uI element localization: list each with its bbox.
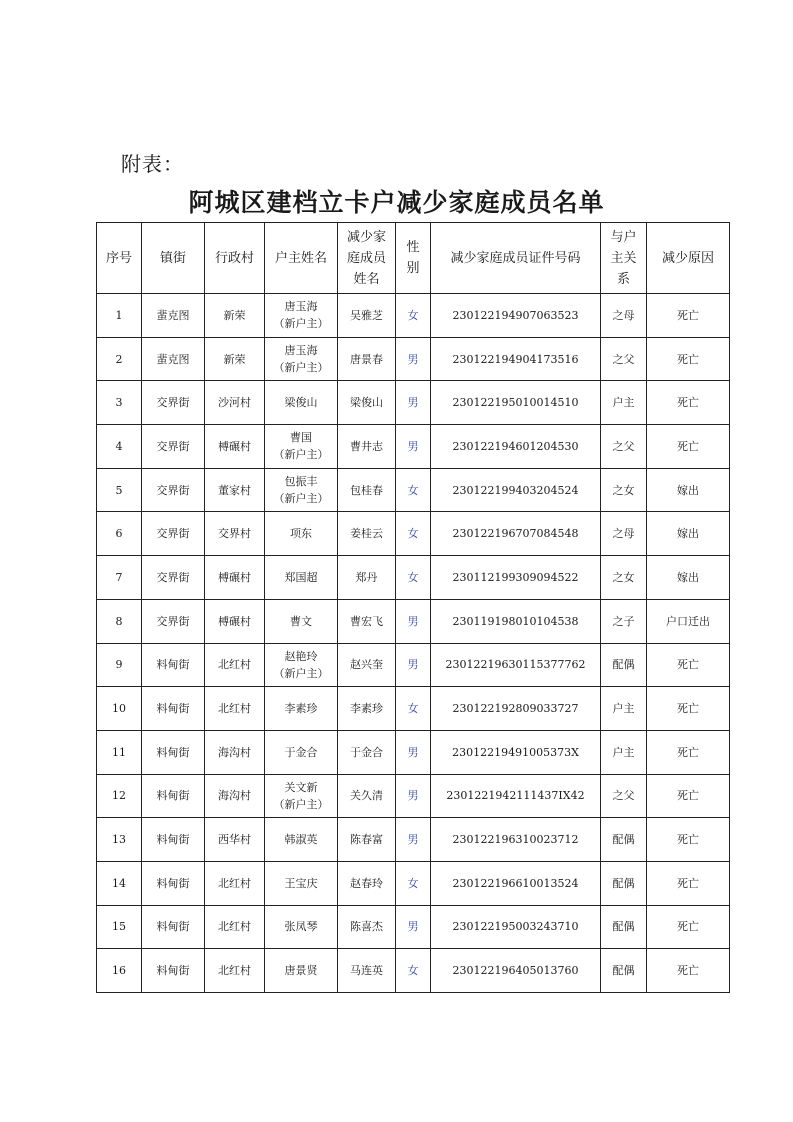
cell-seq: 11 — [97, 730, 142, 774]
cell-village: 北红村 — [205, 861, 265, 905]
cell-relation: 配偶 — [601, 949, 647, 993]
table-row — [97, 949, 730, 993]
cell-reason: 嫁出 — [647, 512, 730, 556]
cell-town: 蜚克图 — [142, 337, 205, 381]
cell-household-head — [265, 468, 338, 512]
cell-id-number: 23012219491005373X — [431, 730, 601, 774]
cell-reason: 死亡 — [647, 949, 730, 993]
household-head-name: 唐玉海 — [284, 300, 318, 314]
cell-relation: 之父 — [601, 425, 647, 469]
table-row — [97, 337, 730, 381]
header-relation-line: 主关 — [610, 250, 637, 266]
cell-reason: 嫁出 — [647, 468, 730, 512]
cell-reason: 死亡 — [647, 643, 730, 687]
household-head-note: （新户主） — [273, 666, 329, 680]
cell-id-number: 230122194907063523 — [431, 294, 601, 338]
cell-household-head — [265, 599, 338, 643]
cell-village: 榑碾村 — [205, 425, 265, 469]
cell-village: 榑碾村 — [205, 556, 265, 600]
cell-town: 料甸街 — [142, 905, 205, 949]
cell-village: 西华村 — [205, 818, 265, 862]
household-head-note: （新户主） — [273, 317, 329, 331]
table-row — [97, 687, 730, 731]
cell-gender: 男 — [396, 905, 431, 949]
header-relation-line: 系 — [616, 271, 630, 287]
cell-reason: 死亡 — [647, 818, 730, 862]
cell-household-head — [265, 512, 338, 556]
cell-relation: 配偶 — [601, 818, 647, 862]
cell-relation: 配偶 — [601, 861, 647, 905]
header-member-line: 减少家 — [346, 229, 386, 245]
cell-member-name: 关久清 — [338, 774, 396, 818]
cell-town: 交界街 — [142, 468, 205, 512]
cell-member-name: 陈春富 — [338, 818, 396, 862]
cell-member-name: 包桂春 — [338, 468, 396, 512]
document-title: 阿城区建档立卡户减少家庭成员名单 — [188, 188, 605, 217]
header-seq: 序号 — [97, 223, 142, 294]
cell-relation: 之父 — [601, 337, 647, 381]
cell-relation: 之父 — [601, 774, 647, 818]
cell-town: 料甸街 — [142, 861, 205, 905]
household-head-note: （新户主） — [273, 492, 329, 506]
table-row — [97, 818, 730, 862]
cell-village: 董家村 — [205, 468, 265, 512]
cell-household-head — [265, 294, 338, 338]
cell-reason: 死亡 — [647, 774, 730, 818]
cell-village: 北红村 — [205, 687, 265, 731]
cell-household-head — [265, 687, 338, 731]
table-row — [97, 512, 730, 556]
cell-member-name: 郑丹 — [338, 556, 396, 600]
cell-member-name: 唐景春 — [338, 337, 396, 381]
cell-reason: 死亡 — [647, 337, 730, 381]
cell-id-number: 230122199403204524 — [431, 468, 601, 512]
cell-village: 交界村 — [205, 512, 265, 556]
cell-relation: 之子 — [601, 599, 647, 643]
cell-village: 北红村 — [205, 949, 265, 993]
cell-seq: 2 — [97, 337, 142, 381]
cell-reason: 死亡 — [647, 905, 730, 949]
cell-gender: 男 — [396, 425, 431, 469]
cell-gender: 女 — [396, 949, 431, 993]
cell-gender: 女 — [396, 468, 431, 512]
member-reduction-table — [96, 222, 730, 993]
cell-village: 新荣 — [205, 294, 265, 338]
cell-village: 海沟村 — [205, 730, 265, 774]
household-head-note: （新户主） — [273, 361, 329, 375]
header-member-line: 庭成员 — [346, 250, 386, 266]
cell-id-number: 230122196310023712 — [431, 818, 601, 862]
cell-id-number: 230122194601204530 — [431, 425, 601, 469]
cell-village: 北红村 — [205, 905, 265, 949]
cell-reason: 户口迁出 — [647, 599, 730, 643]
cell-seq: 5 — [97, 468, 142, 512]
cell-household-head — [265, 556, 338, 600]
header-id-number: 减少家庭成员证件号码 — [431, 223, 601, 294]
cell-gender: 女 — [396, 861, 431, 905]
cell-town: 料甸街 — [142, 949, 205, 993]
cell-gender: 女 — [396, 556, 431, 600]
table-row — [97, 294, 730, 338]
cell-household-head — [265, 774, 338, 818]
household-head-note: （新户主） — [273, 448, 329, 462]
table-row — [97, 905, 730, 949]
table-row — [97, 556, 730, 600]
cell-relation: 配偶 — [601, 905, 647, 949]
cell-gender: 男 — [396, 643, 431, 687]
cell-id-number: 230122196707084548 — [431, 512, 601, 556]
cell-member-name: 梁俊山 — [338, 381, 396, 425]
cell-id-number: 230122192809033727 — [431, 687, 601, 731]
table-row — [97, 468, 730, 512]
cell-member-name: 马连英 — [338, 949, 396, 993]
cell-seq: 7 — [97, 556, 142, 600]
attachment-label: 附表： — [121, 152, 184, 176]
cell-seq: 14 — [97, 861, 142, 905]
header-member-line: 姓名 — [353, 271, 380, 287]
cell-seq: 1 — [97, 294, 142, 338]
cell-reason: 死亡 — [647, 687, 730, 731]
cell-id-number: 230122195010014510 — [431, 381, 601, 425]
household-head-name: 于金合 — [284, 745, 318, 759]
cell-seq: 15 — [97, 905, 142, 949]
header-reason: 减少原因 — [647, 223, 730, 294]
cell-household-head — [265, 949, 338, 993]
cell-household-head — [265, 643, 338, 687]
cell-member-name: 吴雅芝 — [338, 294, 396, 338]
header-household-head: 户主姓名 — [265, 223, 338, 294]
cell-town: 交界街 — [142, 556, 205, 600]
cell-relation: 之母 — [601, 512, 647, 556]
cell-gender: 男 — [396, 774, 431, 818]
cell-town: 交界街 — [142, 381, 205, 425]
household-head-note: （新户主） — [273, 797, 329, 811]
cell-relation: 之母 — [601, 294, 647, 338]
header-gender — [396, 223, 431, 294]
cell-seq: 16 — [97, 949, 142, 993]
cell-id-number: 230119198010104538 — [431, 599, 601, 643]
household-head-name: 郑国超 — [284, 570, 318, 584]
cell-member-name: 曹宏飞 — [338, 599, 396, 643]
cell-member-name: 陈喜杰 — [338, 905, 396, 949]
cell-reason: 死亡 — [647, 730, 730, 774]
cell-member-name: 曹井志 — [338, 425, 396, 469]
cell-member-name: 赵春玲 — [338, 861, 396, 905]
cell-seq: 8 — [97, 599, 142, 643]
cell-id-number: 2301221963011537776​2 — [431, 643, 601, 687]
cell-id-number: 230122196610013524 — [431, 861, 601, 905]
cell-town: 料甸街 — [142, 730, 205, 774]
cell-town: 交界街 — [142, 512, 205, 556]
cell-member-name: 于金合 — [338, 730, 396, 774]
cell-town: 料甸街 — [142, 687, 205, 731]
cell-household-head — [265, 425, 338, 469]
cell-household-head — [265, 818, 338, 862]
cell-id-number: 230122196405013760 — [431, 949, 601, 993]
cell-reason: 死亡 — [647, 861, 730, 905]
table-row — [97, 381, 730, 425]
cell-reason: 嫁出 — [647, 556, 730, 600]
header-relation — [601, 223, 647, 294]
cell-seq: 6 — [97, 512, 142, 556]
cell-village: 海沟村 — [205, 774, 265, 818]
cell-gender: 女 — [396, 512, 431, 556]
cell-seq: 3 — [97, 381, 142, 425]
cell-village: 新荣 — [205, 337, 265, 381]
table-row — [97, 425, 730, 469]
cell-town: 料甸街 — [142, 774, 205, 818]
household-head-name: 唐玉海 — [284, 344, 318, 358]
cell-seq: 10 — [97, 687, 142, 731]
cell-id-number: 2301221942111437IX42 — [431, 774, 601, 818]
cell-seq: 4 — [97, 425, 142, 469]
cell-seq: 9 — [97, 643, 142, 687]
cell-reason: 死亡 — [647, 294, 730, 338]
cell-town: 料甸街 — [142, 818, 205, 862]
household-head-name: 唐景贤 — [284, 964, 318, 978]
table-header-row — [97, 223, 730, 294]
header-town: 镇街 — [142, 223, 205, 294]
cell-relation: 配偶 — [601, 643, 647, 687]
household-head-name: 韩淑英 — [284, 833, 318, 847]
cell-relation: 户主 — [601, 381, 647, 425]
cell-household-head — [265, 730, 338, 774]
table-row — [97, 774, 730, 818]
household-head-name: 张凤琴 — [284, 920, 318, 934]
cell-gender: 男 — [396, 381, 431, 425]
table-row — [97, 599, 730, 643]
cell-id-number: 230122195003243710 — [431, 905, 601, 949]
cell-member-name: 赵兴奎 — [338, 643, 396, 687]
cell-relation: 之女 — [601, 468, 647, 512]
cell-gender: 男 — [396, 599, 431, 643]
cell-gender: 女 — [396, 687, 431, 731]
cell-village: 榑碾村 — [205, 599, 265, 643]
cell-household-head — [265, 861, 338, 905]
cell-household-head — [265, 337, 338, 381]
cell-relation: 户主 — [601, 730, 647, 774]
header-gender-line: 别 — [406, 261, 420, 276]
cell-relation: 之女 — [601, 556, 647, 600]
cell-town: 交界街 — [142, 599, 205, 643]
table-row — [97, 861, 730, 905]
cell-member-name: 李素珍 — [338, 687, 396, 731]
cell-gender: 女 — [396, 294, 431, 338]
cell-gender: 男 — [396, 337, 431, 381]
household-head-name: 关文新 — [284, 780, 318, 794]
table-row — [97, 643, 730, 687]
household-head-name: 曹文 — [290, 614, 312, 628]
cell-gender: 男 — [396, 818, 431, 862]
cell-reason: 死亡 — [647, 425, 730, 469]
header-relation-line: 与户 — [610, 229, 637, 245]
header-village: 行政村 — [205, 223, 265, 294]
header-member-name — [338, 223, 396, 294]
cell-reason: 死亡 — [647, 381, 730, 425]
cell-household-head — [265, 381, 338, 425]
household-head-name: 赵艳玲 — [284, 649, 318, 663]
cell-village: 沙河村 — [205, 381, 265, 425]
household-head-name: 曹国 — [290, 431, 312, 445]
cell-town: 料甸街 — [142, 643, 205, 687]
cell-relation: 户主 — [601, 687, 647, 731]
household-head-name: 王宝庆 — [284, 876, 318, 890]
cell-town: 蜚克图 — [142, 294, 205, 338]
cell-household-head — [265, 905, 338, 949]
household-head-name: 项东 — [290, 527, 312, 541]
household-head-name: 梁俊山 — [284, 396, 318, 410]
cell-seq: 13 — [97, 818, 142, 862]
cell-id-number: 230122194904173516 — [431, 337, 601, 381]
header-gender-line: 性 — [406, 240, 420, 255]
cell-village: 北红村 — [205, 643, 265, 687]
table-row — [97, 730, 730, 774]
household-head-name: 包振丰 — [284, 475, 318, 489]
cell-id-number: 230112199309094522 — [431, 556, 601, 600]
cell-member-name: 姜桂云 — [338, 512, 396, 556]
cell-town: 交界街 — [142, 425, 205, 469]
cell-seq: 12 — [97, 774, 142, 818]
household-head-name: 李素珍 — [284, 702, 318, 716]
cell-gender: 男 — [396, 730, 431, 774]
